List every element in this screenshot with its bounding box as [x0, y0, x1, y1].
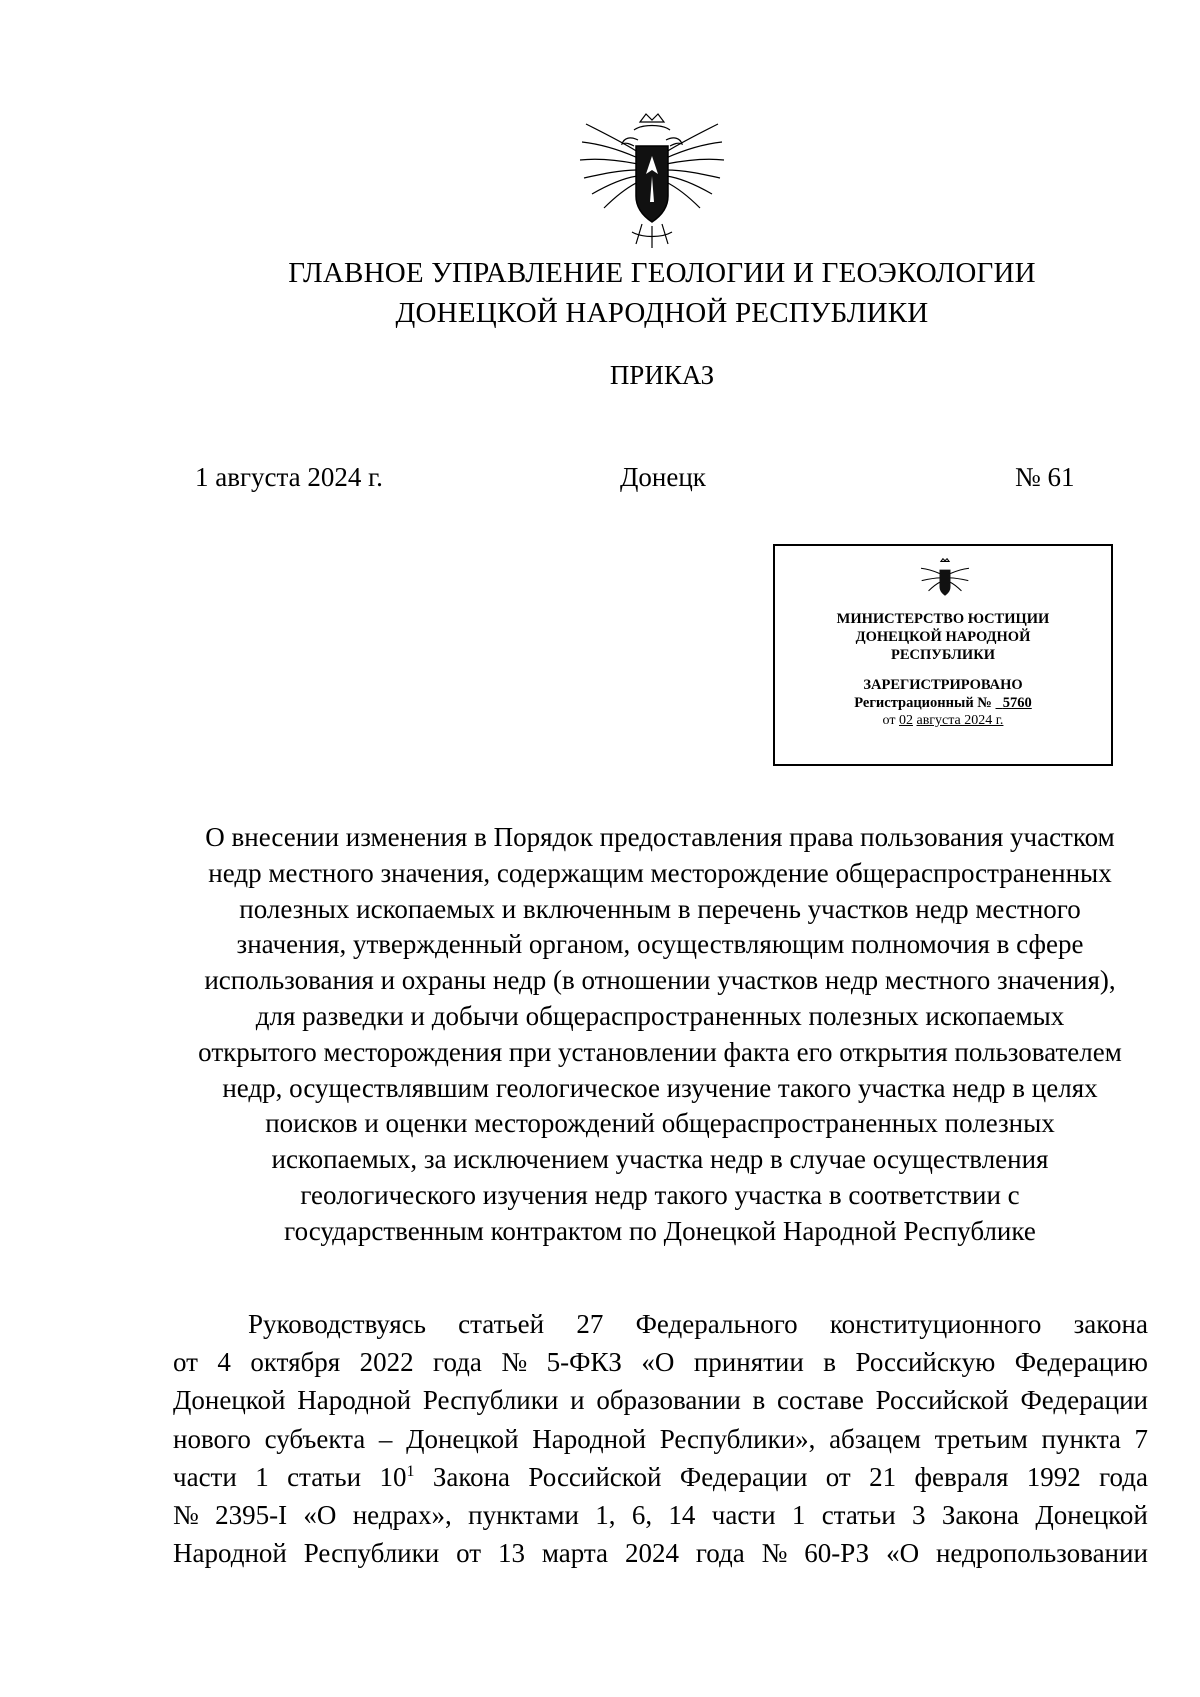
body-word: Российскую [855, 1347, 996, 1378]
organization-name-line2: ДОНЕЦКОЙ НАРОДНОЙ РЕСПУБЛИКИ [395, 297, 929, 329]
body-word: Закона [432, 1461, 511, 1492]
body-word: 1, [595, 1500, 616, 1531]
body-word: третьим [934, 1423, 1028, 1454]
body-word: от [456, 1538, 482, 1569]
body-word: Федерального [635, 1309, 798, 1339]
dpr-coat-of-arms-icon [572, 112, 732, 252]
body-word: года [1099, 1461, 1148, 1492]
registration-stamp [773, 544, 1113, 766]
body-line [173, 1534, 1148, 1572]
body-word: 60-РЗ [804, 1538, 870, 1569]
body-word: «О [641, 1347, 675, 1378]
body-word: Руководствуясь [248, 1309, 426, 1339]
stamp-ministry-line1: МИНИСТЕРСТВО ЮСТИЦИИ [836, 611, 1050, 627]
body-word: статьей [458, 1309, 545, 1339]
body-word: Российской [528, 1461, 662, 1492]
stamp-reg-number-value: 5760 [1002, 695, 1032, 711]
title-line: недр, осуществлявшим геологическое изучение такого участка недр в целях [222, 1072, 1098, 1103]
superscript: 1 [406, 1462, 415, 1480]
body-word: пунктами [468, 1500, 579, 1531]
body-word: 3 [912, 1500, 926, 1531]
body-word: Республики [303, 1538, 440, 1569]
stamp-reg-label: Регистрационный № [854, 695, 992, 711]
body-word: Народной [532, 1423, 647, 1454]
title-line: геологического изучения недр такого участка в соответствии с [300, 1179, 1020, 1210]
body-word: в [823, 1347, 837, 1378]
title-line: для разведки и добычи общераспространенных полезных ископаемых [255, 1000, 1065, 1031]
body-word: статьи [287, 1461, 362, 1492]
title-line: ископаемых, за исключением участка недр в случае осуществления [271, 1144, 1049, 1175]
stamp-ministry-line2: ДОНЕЦКОЙ НАРОДНОЙ [855, 629, 1031, 645]
body-word: нового [173, 1423, 251, 1454]
body-word: «О [303, 1500, 337, 1531]
document-title [160, 820, 1160, 1250]
body-word: года [695, 1538, 745, 1569]
body-word: и [570, 1385, 585, 1416]
body-word: Федерацию [1014, 1347, 1148, 1378]
body-word: субъекта [264, 1423, 366, 1454]
body-word: абзацем [829, 1423, 921, 1454]
body-word: Донецкой [173, 1385, 286, 1416]
body-word: $10^1$ [379, 1461, 415, 1492]
body-word: принятии [693, 1347, 804, 1378]
body-word: № [173, 1500, 199, 1531]
order-number: № 61 [1015, 462, 1075, 492]
body-word: от [173, 1347, 198, 1378]
body-word: «О [886, 1538, 920, 1569]
stamp-date-day: 02 [898, 713, 913, 728]
body-word: Закона [941, 1500, 1020, 1531]
body-word: – [378, 1423, 393, 1454]
body-word: недрах», [352, 1500, 452, 1531]
stamp-date-rest: августа 2024 г. [916, 713, 1004, 728]
body-word: № [501, 1347, 528, 1378]
body-word: 7 [1134, 1423, 1148, 1454]
body-word: Федерации [1020, 1385, 1148, 1416]
order-date: 1 августа 2024 г. [195, 462, 383, 492]
body-word: октября [250, 1347, 341, 1378]
body-line [173, 1381, 1148, 1419]
body-word: 13 [497, 1538, 525, 1569]
title-line: открытого месторождения при установлении факта его открытия пользователем [198, 1036, 1122, 1067]
body-word: закона [1073, 1309, 1148, 1339]
body-word: конституционного [829, 1309, 1042, 1339]
body-word: № [761, 1538, 788, 1569]
body-word: пункта [1041, 1423, 1121, 1454]
body-word: февраля [914, 1461, 1009, 1492]
body-paragraph [173, 1305, 1148, 1572]
organization-name-line1: ГЛАВНОЕ УПРАВЛЕНИЕ ГЕОЛОГИИ И ГЕОЭКОЛОГИИ [288, 257, 1036, 289]
body-word: образовании [596, 1385, 741, 1416]
body-word: Народной [173, 1538, 287, 1569]
body-word: 2024 [624, 1538, 679, 1569]
stamp-status: ЗАРЕГИСТРИРОВАНО [863, 677, 1023, 693]
body-line [173, 1343, 1148, 1381]
body-word: составе [777, 1385, 864, 1416]
body-line [173, 1458, 1148, 1496]
body-word: 4 [217, 1347, 231, 1378]
title-line: использования и охраны недр (в отношении участков недр местного значения), [204, 965, 1116, 996]
body-word: марта [541, 1538, 609, 1569]
body-word: 6, [631, 1500, 653, 1531]
order-city: Донецк [620, 462, 706, 492]
stamp-emblem [917, 558, 973, 606]
body-word: 1 [255, 1461, 269, 1492]
stamp-registration-number [775, 694, 1111, 712]
body-word: года [433, 1347, 482, 1378]
body-word: Донецкой [1035, 1500, 1148, 1531]
stamp-reg-number [996, 695, 1032, 711]
body-word: статьи [821, 1500, 896, 1531]
body-word: 2022 [359, 1347, 414, 1378]
title-line: значения, утвержденный органом, осуществляющим полномочия в сфере [236, 929, 1084, 960]
title-line: недр местного значения, содержащим месторождение общераспространенных [208, 857, 1112, 888]
body-word: 27 [576, 1309, 604, 1339]
stamp-registration-date [775, 712, 1111, 730]
body-word: Республики [422, 1385, 559, 1416]
body-word: Российской [875, 1385, 1009, 1416]
body-word: 5-ФКЗ [546, 1347, 622, 1378]
body-word: 14 [668, 1500, 696, 1531]
body-word: части [173, 1461, 237, 1492]
body-word: части [711, 1500, 776, 1531]
title-line: О внесении изменения в Порядок предоставления права пользования участком [205, 822, 1115, 852]
title-line: государственным контрактом по Донецкой Народной Республике [284, 1215, 1036, 1246]
body-word: Республики», [659, 1423, 816, 1454]
body-word: Донецкой [406, 1423, 519, 1454]
title-line: полезных ископаемых и включенным в перечень участков недр местного [239, 893, 1081, 924]
body-word: Федерации [679, 1461, 808, 1492]
document-type-title: ПРИКАЗ [609, 360, 715, 390]
coat-of-arms-emblem [572, 112, 732, 252]
dpr-coat-of-arms-icon [917, 558, 973, 606]
body-word: 1992 [1026, 1461, 1081, 1492]
body-line [173, 1420, 1148, 1458]
body-word: 21 [869, 1461, 897, 1492]
title-line: поисков и оценки месторождений общераспространенных полезных [265, 1108, 1055, 1139]
body-word: 1 [791, 1500, 806, 1531]
body-word: Народной [297, 1385, 412, 1416]
stamp-date-prefix: от [882, 713, 896, 728]
body-word: от [825, 1461, 851, 1492]
body-word: 2395-I [215, 1500, 288, 1531]
body-word: в [752, 1385, 766, 1416]
stamp-ministry-line3: РЕСПУБЛИКИ [890, 647, 996, 663]
body-line [173, 1305, 1148, 1343]
body-line [173, 1496, 1148, 1534]
body-word: недропользовании [935, 1538, 1148, 1569]
